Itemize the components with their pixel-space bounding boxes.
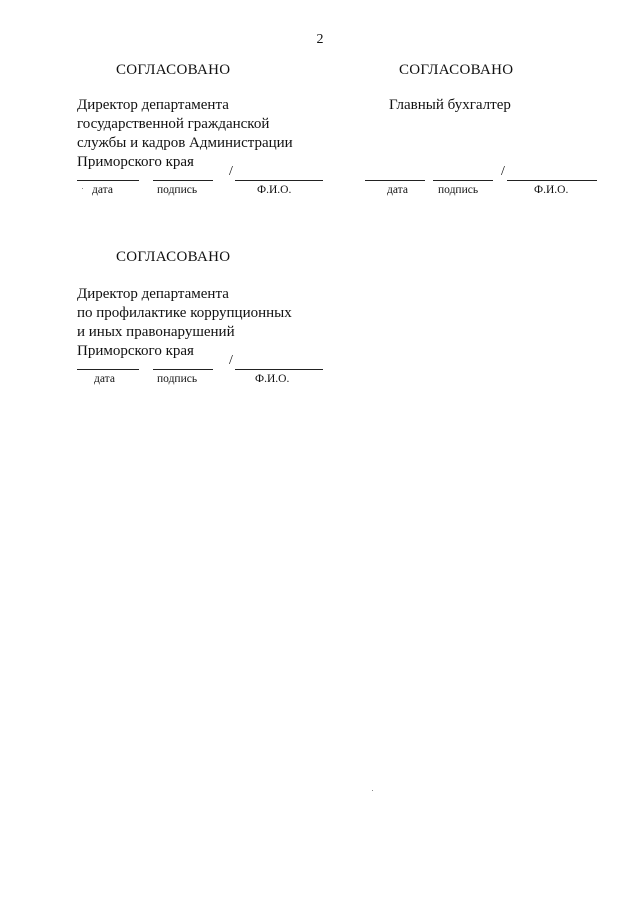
- signature-line[interactable]: [153, 369, 213, 370]
- name-line[interactable]: [235, 369, 323, 370]
- name-separator-slash: /: [501, 164, 505, 179]
- name-line[interactable]: [235, 180, 323, 181]
- position-line: государственной гражданской: [77, 116, 270, 132]
- signature-caption: подпись: [438, 184, 479, 196]
- date-line[interactable]: [77, 369, 139, 370]
- signature-row: [77, 164, 327, 210]
- name-separator-slash: /: [229, 353, 233, 368]
- position-line: Приморского края: [77, 154, 194, 170]
- signature-caption: подпись: [157, 184, 198, 196]
- date-caption: дата: [387, 184, 408, 196]
- name-caption: Ф.И.О.: [255, 373, 290, 385]
- date-line[interactable]: [77, 180, 139, 181]
- signature-row: [77, 353, 327, 399]
- position-line: службы и кадров Администрации: [77, 135, 293, 151]
- position-line: Главный бухгалтер: [389, 97, 511, 113]
- approval-heading: СОГЛАСОВАНО: [116, 249, 231, 265]
- approval-heading: СОГЛАСОВАНО: [399, 62, 514, 78]
- position-line: и иных правонарушений: [77, 324, 235, 340]
- page-number: 2: [316, 32, 324, 47]
- signature-line[interactable]: [153, 180, 213, 181]
- approval-heading: СОГЛАСОВАНО: [116, 62, 231, 78]
- position-line: по профилактике коррупционных: [77, 305, 292, 321]
- name-line[interactable]: [507, 180, 597, 181]
- scan-speck: [372, 790, 373, 791]
- date-caption: дата: [92, 184, 113, 196]
- approver-position: [77, 96, 293, 172]
- position-line: Приморского края: [77, 343, 194, 359]
- scan-speck: [82, 188, 83, 189]
- date-line[interactable]: [365, 180, 425, 181]
- name-caption: Ф.И.О.: [257, 184, 292, 196]
- name-separator-slash: /: [229, 164, 233, 179]
- position-line: Директор департамента: [77, 286, 229, 302]
- position-line: Директор департамента: [77, 97, 229, 113]
- date-caption: дата: [94, 373, 115, 385]
- name-caption: Ф.И.О.: [534, 184, 569, 196]
- signature-line[interactable]: [433, 180, 493, 181]
- signature-caption: подпись: [157, 373, 198, 385]
- signature-row: [365, 164, 600, 210]
- approver-position: [389, 96, 511, 115]
- approver-position: [77, 285, 292, 361]
